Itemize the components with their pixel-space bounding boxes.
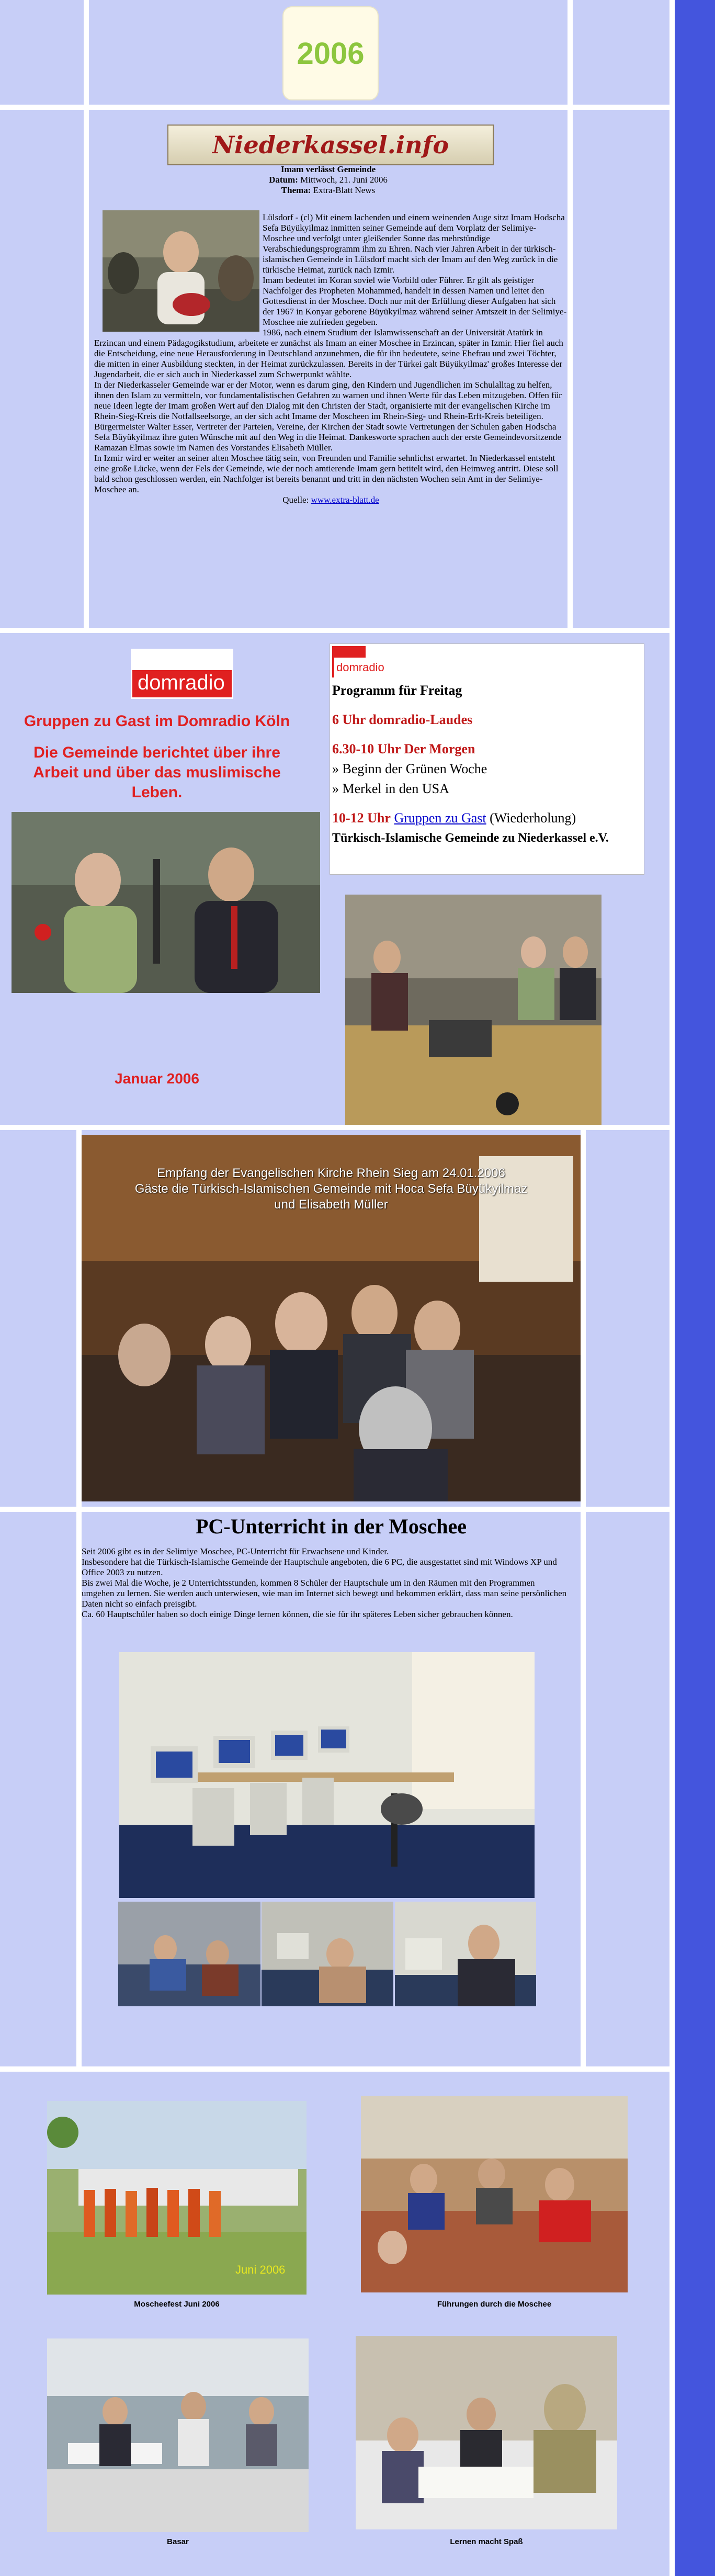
pc-title: PC-Unterricht in der Moschee	[195, 1515, 467, 1538]
pc-section	[0, 1512, 669, 2066]
pc-body	[82, 1546, 568, 1620]
caption-line: und Elisabeth Müller	[274, 1197, 388, 1212]
gruppen-zu-gast-link[interactable]: Gruppen zu Gast	[394, 810, 486, 826]
article-date	[89, 175, 568, 185]
article-paragraph: Imam bedeutet im Koran soviel wie Vorbild oder Führer. Er gilt als geistiger Nachfolger des Propheten Mohammed, handelt in dessen Namen und leitet den Gottesdienst in der Moschee. Doch nur mit der Erfüllung dieser Aufgaben hat sich der 1967 in Konyar geborene Büyükyilmaz während seiner Amtszeit in der Selimiye-Moschee nie zufrieden gegeben.	[263, 275, 567, 327]
pc-paragraph: Insbesondere hat die Türkisch-Islamische Gemeinde der Hauptschule angeboten, die 6 PC, die ausgestattet sind mit Windows XP und Office 2003 zu nutzen.	[82, 1557, 557, 1577]
program-bullet: » Beginn der Grünen Woche	[332, 761, 487, 776]
article-section	[0, 110, 669, 628]
domradio-heading: Gruppen zu Gast im Domradio Köln	[24, 713, 290, 730]
article-paragraph: In der Niederkasseler Gemeinde war er der Motor, wenn es darum ging, den Kindern und Jugendlichen im Schulalltag zu helfen, ihnen den Islam zu vermitteln, vor fundamentalistischen Gefahren zu warnen und ihnen Werte für das Leben mitzugeben. Offen für neue Ideen legte der Imam großen Wert auf den Dialog mit den Christen der Stadt, organisierte mit der evangelischen Kirche im Rhein-Sieg-Kreis die Notfallseelsorge, an der sich acht Imame der Moscheen im Rhein-Sieg- und Rhein-Erft-Kreis beteiligen.	[94, 380, 562, 421]
program-time: 10-12 Uhr	[332, 810, 391, 826]
program-title: Programm für Freitag	[332, 683, 462, 698]
program-suffix: (Wiederholung)	[490, 810, 576, 826]
right-inner-divider	[581, 1130, 586, 1507]
program-line	[332, 808, 641, 828]
program-box	[330, 643, 644, 875]
gallery-caption: Basar	[167, 2537, 189, 2546]
right-inner-divider	[581, 1512, 586, 2066]
article-body	[94, 212, 568, 505]
church-section	[0, 1130, 669, 1507]
church-reception-photo	[82, 1135, 581, 1501]
program-bullet: » Merkel in den USA	[332, 781, 449, 796]
program-line: Türkisch-Islamische Gemeinde zu Niederkassel e.V.	[332, 831, 609, 845]
article-topic	[89, 185, 568, 196]
pc-paragraph: Ca. 60 Hauptschüler haben so doch einige Dinge lernen können, die sie für ihr späteres Leben sicher gebrauchen können.	[82, 1609, 513, 1619]
article-source	[94, 495, 568, 505]
right-inner-divider	[568, 110, 573, 628]
left-divider	[84, 0, 89, 105]
pc-photo-3	[395, 1902, 536, 2006]
pc-photo-2	[262, 1902, 393, 2006]
source-label: Quelle:	[282, 495, 309, 505]
section-separator	[0, 628, 669, 633]
logo-text: Niederkassel.info	[212, 131, 449, 159]
date-label: Datum:	[269, 175, 298, 185]
article-paragraph: In Izmir wird er weiter an seiner alten Moschee tätig sein, von Freunden und Familie sehnlichst erwartet. In Niederkassel entsteht eine große Lücke, wenn der Fels der Gemeinde, wie der noch amtierende Imam gern betitelt wird, den Heimweg antritt. Diese soll bald schon geschlossen werden, ein Nachfolger ist bereits benannt und tritt in den nächsten Wochen sein Amt in der Selimiye-Moschee an.	[94, 453, 559, 494]
domradio-subheading: Die Gemeinde berichtet über ihre Arbeit und über das muslimische Leben.	[33, 744, 281, 801]
gallery-caption: Lernen macht Spaß	[450, 2537, 523, 2546]
right-accent-strip	[675, 0, 715, 2576]
church-photo-caption	[82, 1166, 581, 1213]
topic-value: Extra-Blatt News	[313, 185, 376, 195]
gallery-overlay-text: Juni 2006	[235, 2263, 286, 2276]
pc-photo-1	[118, 1902, 260, 2006]
article-paragraph: 1986, nach einem Studium der Islamwissenschaft an der Universität Atatürk in Erzincan und einem Pädagogikstudium, arbeitete er zunächst als Imam an einer Moschee in Erzincan, später in Izmir. Hier fiel auch die Entscheidung, eine neue Herausforderung in Deutschland anzunehmen, die für ihn bedeutete, seine Ehefrau und zwei Töchter, die mitten in einer Ausbildung steckten, in der Heimat zurückzulassen. Bereits in der Türkei galt Büyükyilmaz' großes Interesse der Jugendarbeit, die er sich auch in Niederkassel zum Schwerpunkt wählte.	[94, 327, 563, 379]
program-line: 6 Uhr domradio-Laudes	[332, 712, 473, 727]
caption-line: Gäste die Türkisch-Islamischen Gemeinde mit Hoca Sefa Büyükyilmaz	[134, 1182, 528, 1196]
right-inner-divider	[568, 0, 573, 105]
year-text: 2006	[297, 36, 365, 71]
article-paragraph: Lülsdorf - (cl) Mit einem lachenden und einem weinenden Auge sitzt Imam Hodscha Sefa Büyükyilmaz inmitten seiner Gemeinde auf dem Vorplatz der Selimiye-Moschee und verfolgt unter gleißender Sonne das mehrstündige Verabschiedungsprogramm ihm zu Ehren. Nach vier Jahren Arbeit in der türkisch-islamischen Gemeinde in Lülsdorf macht sich der Imam auf den Weg zurück in die türkische Heimat, zurück nach Izmir.	[263, 212, 565, 275]
left-divider	[84, 110, 89, 628]
article-title: Imam verlässt Gemeinde	[280, 164, 376, 174]
right-divider	[669, 0, 675, 2576]
source-link[interactable]: www.extra-blatt.de	[311, 495, 379, 505]
left-divider	[76, 1512, 82, 2066]
gallery-photo-moscheefest	[47, 2101, 307, 2295]
section-separator	[0, 1125, 669, 1130]
article-paragraph: Bürgermeister Walter Esser, Vertreter der Parteien, Vereine, der Kirchen der Stadt sowie Vertretungen der Schulen gaben Hodscha Sefa Büyükyilmaz ihre guten Wünsche mit auf den Weg in die Heimat. Dankesworte sprachen auch der erste Gemeindevorsitzende Ramazan Elmas sowie im Namen des Vorstandes Elisabeth Müller.	[94, 422, 562, 453]
program-logo-text: domradio	[334, 658, 387, 677]
left-divider	[76, 1130, 82, 1507]
date-value: Mittwoch, 21. Juni 2006	[300, 175, 388, 185]
studio-photo-group	[345, 895, 601, 1125]
topic-label: Thema:	[281, 185, 311, 195]
gallery-photo-fuehrungen	[361, 2096, 628, 2292]
year-badge	[282, 6, 379, 100]
domradio-logo	[131, 649, 233, 699]
pc-paragraph: Seit 2006 gibt es in der Selimiye Moschee, PC-Unterricht für Erwachsene und Kinder.	[82, 1546, 389, 1556]
section-separator	[0, 105, 669, 110]
gallery-photo-lernen	[356, 2336, 617, 2529]
gallery-photo-basar	[47, 2338, 309, 2532]
niederkassel-logo	[167, 125, 494, 165]
domradio-month: Januar 2006	[115, 1070, 199, 1087]
gallery-caption: Führungen durch die Moschee	[437, 2300, 552, 2309]
computer-room-photo	[119, 1652, 535, 1898]
article-header	[89, 164, 568, 196]
gallery-section	[0, 2072, 669, 2576]
domradio-section	[0, 633, 669, 1125]
domradio-logo-text: domradio	[138, 671, 225, 694]
section-separator	[0, 2066, 669, 2072]
program-line: 6.30-10 Uhr Der Morgen	[332, 741, 475, 756]
pc-paragraph: Bis zwei Mal die Woche, je 2 Unterrichtsstunden, kommen 8 Schüler der Hauptschule um in den Räumen mit den Programmen umgehen zu lernen. Sie werden auch unterwiesen, wie man im Internet sich bewegt und bekommen erklärt, dass man seine persönlichen Daten nicht so einfach preisgibt.	[82, 1578, 567, 1609]
header-section	[0, 0, 669, 105]
studio-photo-guests	[12, 812, 320, 993]
gallery-caption: Moscheefest Juni 2006	[134, 2300, 220, 2309]
section-separator	[0, 1507, 669, 1512]
caption-line: Empfang der Evangelischen Kirche Rhein Sieg am 24.01.2006	[157, 1166, 505, 1180]
